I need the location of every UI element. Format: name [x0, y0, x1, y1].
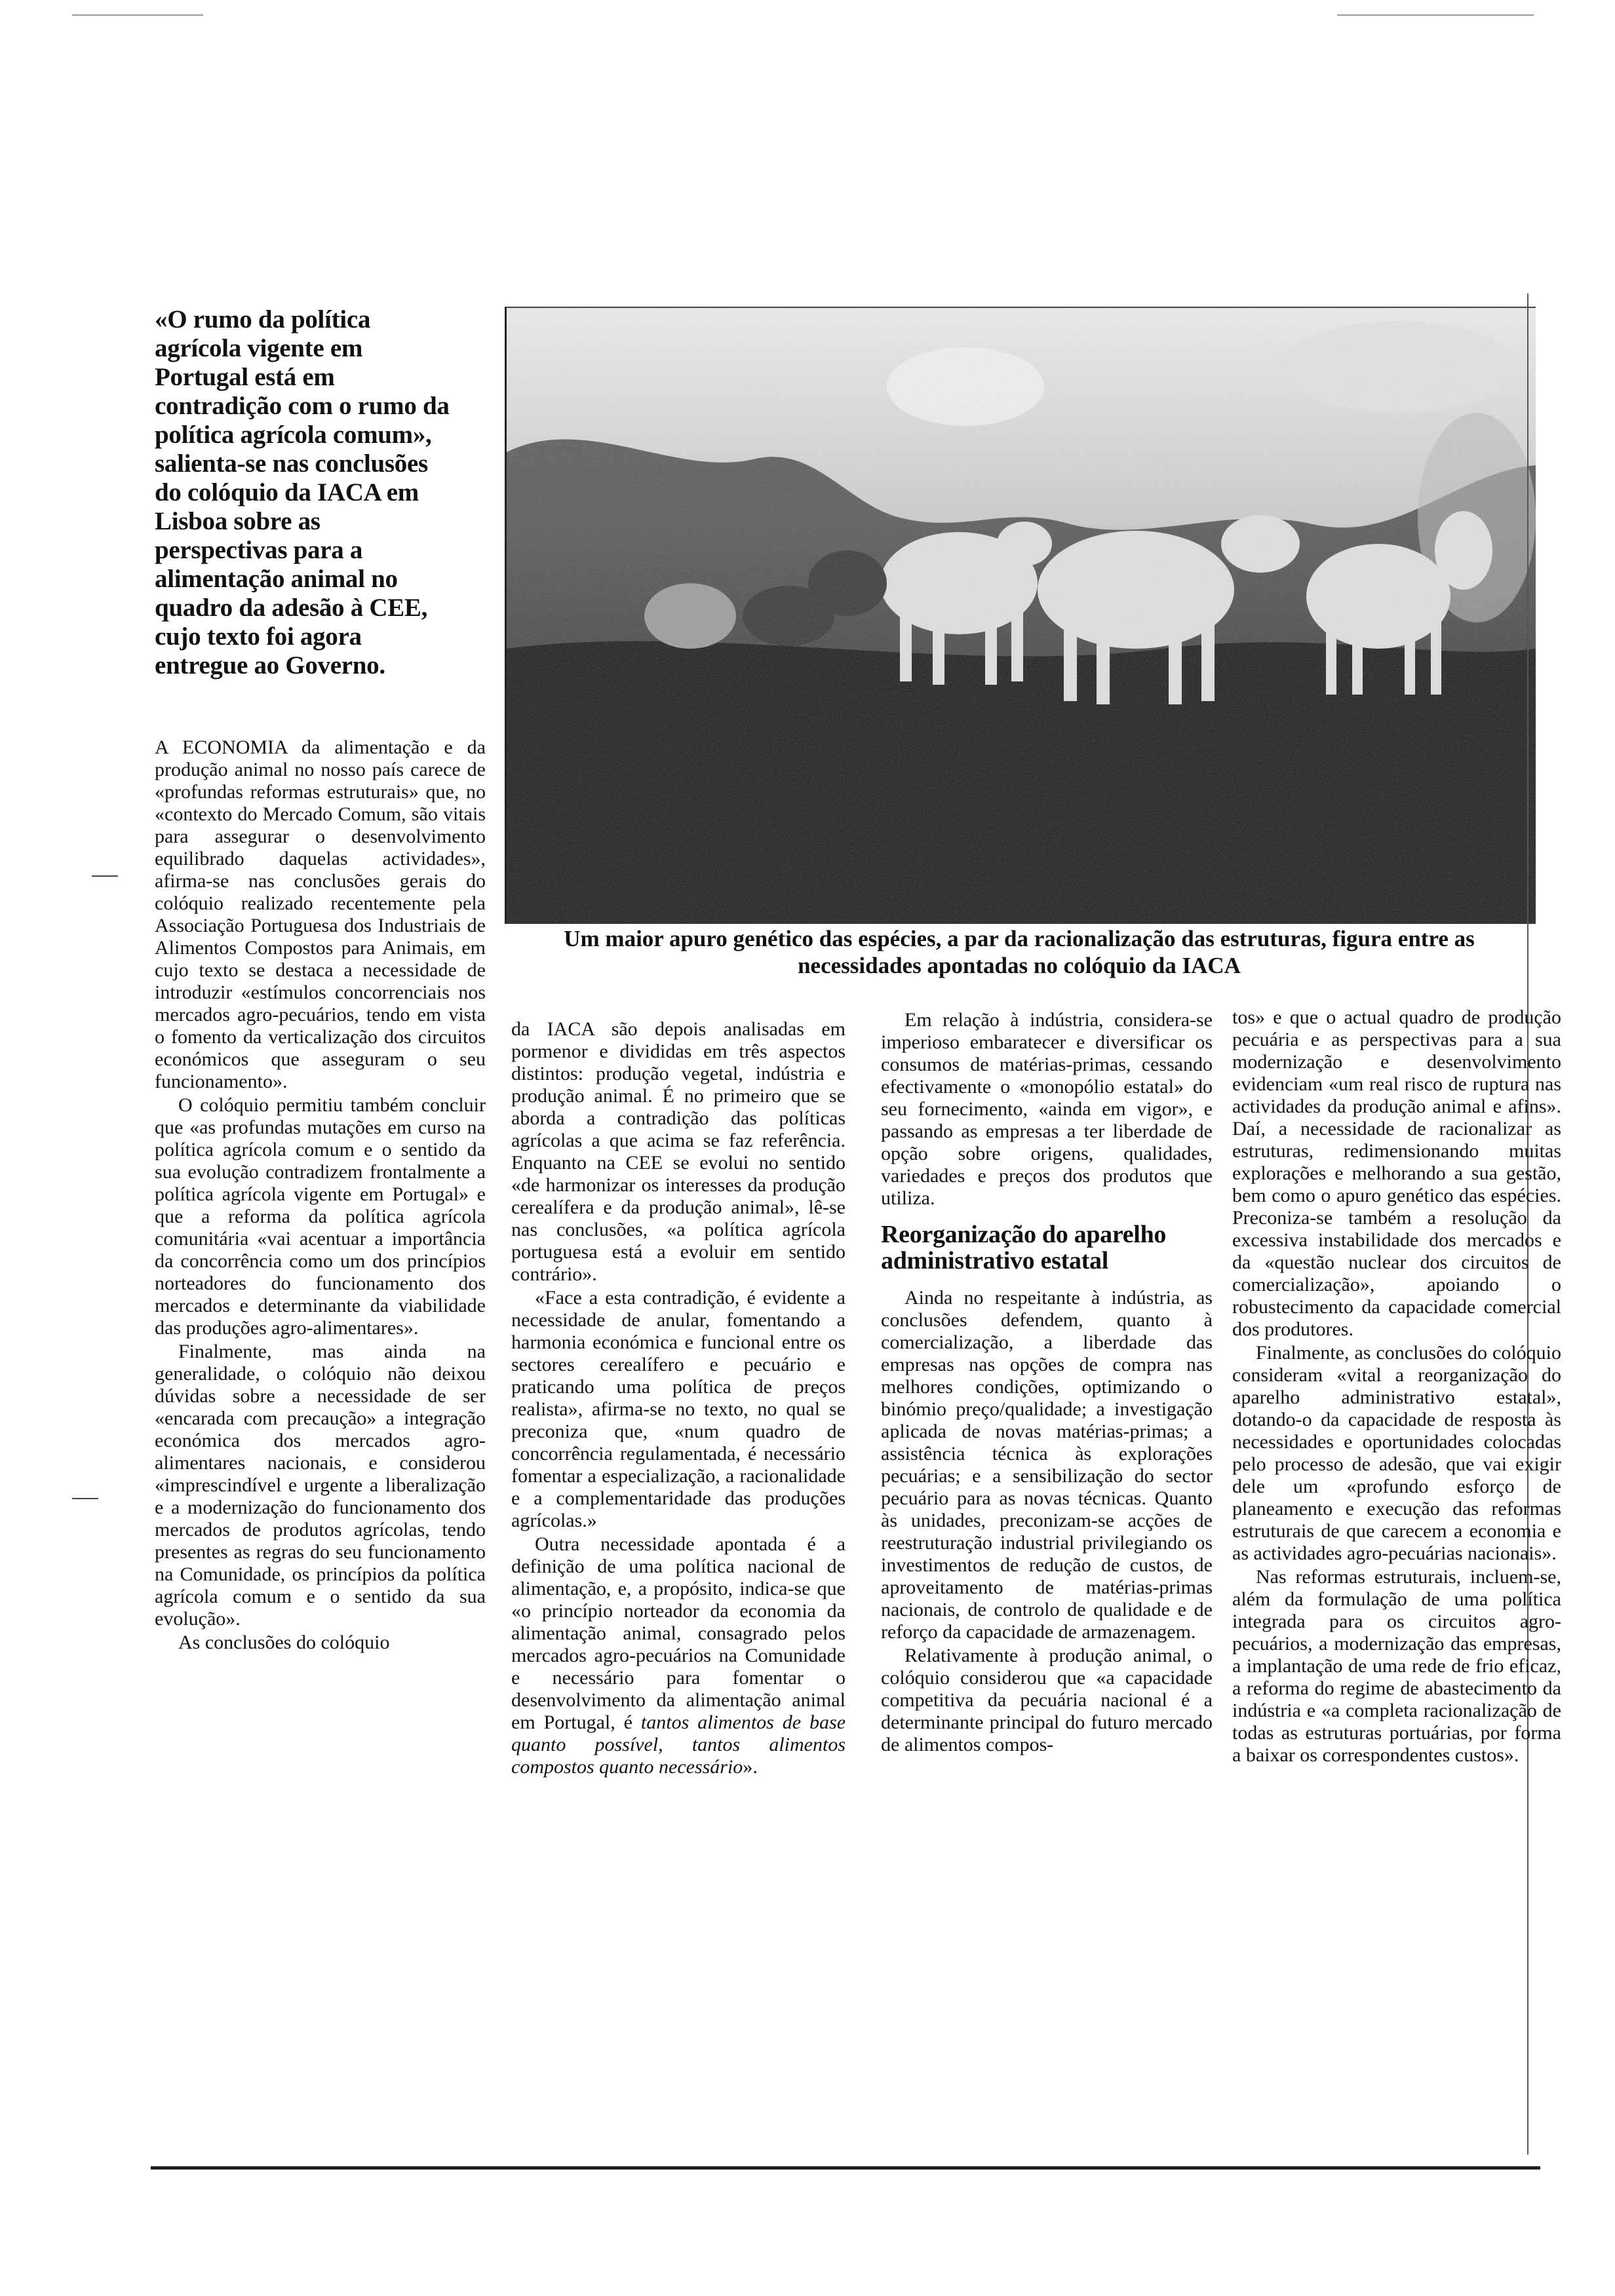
section-heading: Reorganização do aparelho administrativo estatal [881, 1221, 1167, 1274]
paragraph: Nas reformas estruturais, incluem-se, além da formulação de uma política integrada para os circuitos agro-pecuários, a modernização das empresas, a implantação de uma rede de frio eficaz, a reforma do regime de abastecimento da indústria e «a completa racionalização de todas as estruturas portuárias, por forma a baixar os correspondentes custos». [1232, 1566, 1561, 1766]
cattle-photo-image [507, 308, 1536, 924]
scan-edge-mark [72, 1498, 98, 1499]
paragraph: Em relação à indústria, considera-se imperioso embaratecer e diversificar os consumos de matérias-primas, cessando efectivamente o «monopólio estatal» do seu fornecimento, «ainda em vigor», e passando as empresas a ter liberdade de opção sobre origens, qualidades, variedades e preços dos produtos que utiliza. [881, 1009, 1213, 1209]
article-column-2 [511, 1018, 846, 1778]
paragraph: Relativamente à produção animal, o colóquio considerou que «a capacidade competitiva da pecuária nacional é a determinante principal do futuro mercado de alimentos compos- [881, 1645, 1213, 1755]
paragraph [511, 1533, 846, 1778]
paragraph: Ainda no respeitante à indústria, as conclusões defendem, quanto à comercialização, a liberdade das empresas nas opções de compra nas melhores condições, optimizando o binómio preço/qualidade; a investigação aplicada de novas matérias-primas; a assistência técnica às explorações pecuárias; e a sensibilização do sector pecuário para as novas técnicas. Quanto às unidades, preconizam-se acções de reestruturação industrial privilegiando os investimentos de redução de custos, de aproveitamento de matérias-primas nacionais, de controlo de qualidade e de reforço da capacidade de armazenagem. [881, 1287, 1213, 1643]
paragraph: tos» e que o actual quadro de produção pecuária e as perspectivas para a sua modernização e desenvolvimento evidenciam «um real risco de ruptura nas actividades da produção animal e afins». Daí, a necessidade de racionalizar as estruturas, redimensionando muitas explorações e melhorando a sua gestão, bem como o apuro genético das espécies. Preconiza-se também a resolução da excessiva instabilidade dos mercados e da «questão nuclear dos circuitos de comercialização», apoiando o robustecimento da capacidade comercial dos produtores. [1232, 1006, 1561, 1340]
photo-caption: Um maior apuro genético das espécies, a par da racionalização das estruturas, figura entre as necessidades apontadas no colóquio da IACA [564, 926, 1475, 978]
article-column-1 [155, 737, 486, 1654]
article-lede: «O rumo da política agrícola vigente em Portugal está em contradição com o rumo da política agrícola comum», salienta-se nas conclusões do colóquio da IACA em Lisboa sobre as perspectivas para a alimentação animal no quadro da adesão à CEE, cujo texto foi agora entregue ao Governo. [155, 305, 450, 679]
paragraph: Finalmente, mas ainda na generalidade, o colóquio não deixou dúvidas sobre a necessidade de ser «encarada com precaução» a integração económica dos mercados agro-alimentares nacionais, e considerou «imprescindível e urgente a liberalização e a modernização do funcionamento dos mercados de produtos agrícolas, tendo presentes as regras do seu funcionamento na Comunidade, os princípios da política agrícola comum e o sentido da sua evolução». [155, 1341, 486, 1630]
italic-quote: tantos alimentos de base quanto possível, tantos alimentos compostos quanto necessário [511, 1712, 846, 1778]
cattle-photo [505, 307, 1536, 924]
paragraph-text: Outra necessidade apontada é a definição de uma política nacional de alimentação, e, a propósito, indica-se que «o princípio norteador da economia da alimentação animal, consagrado pelos mercados agro-pecuários na Comunidade e necessário para fomentar o desenvolvimento da alimentação animal em Portugal, é [511, 1533, 846, 1733]
paragraph: «Face a esta contradição, é evidente a necessidade de anular, fomentando a harmonia económica e funcional entre os sectores cerealífero e pecuário e praticando uma política de preços realista», afirma-se no texto, no qual se preconiza que, «num quadro de concorrência regulamentada, é necessário fomentar a especialização, a racionalidade e a complementaridade das produções agrícolas.» [511, 1287, 846, 1531]
paragraph: As conclusões do colóquio [178, 1632, 390, 1653]
paragraph-text: ». [743, 1756, 758, 1778]
paragraph: Finalmente, as conclusões do colóquio consideram «vital a reorganização do aparelho administrativo estatal», dotando-o da capacidade de resposta às necessidades e oportunidades colocadas pelo processo de adesão, que vai exigir dele um «profundo esforço de planeamento e execução das reformas estruturais de que carecem a economia e as actividades agro-pecuárias nacionais». [1232, 1342, 1561, 1564]
scan-edge-line [72, 14, 203, 16]
scan-edge-mark [92, 875, 118, 877]
scan-edge-line [1337, 14, 1534, 16]
paragraph: da IACA são depois analisadas em pormenor e divididas em três aspectos distintos: produção vegetal, indústria e produção animal. É no primeiro que se aborda a contradição das políticas agrícolas a que acima se faz referência. Enquanto na CEE se evolui no sentido «de harmonizar os interesses da produção cerealífera e da produção animal», lê-se nas conclusões, «a política agrícola portuguesa está a evoluir em sentido contrário». [511, 1018, 846, 1285]
paragraph: O colóquio permitiu também concluir que «as profundas mutações em curso na política agrícola comum e o sentido da sua evolução contradizem frontalmente a política agrícola vigente em Portugal» e que a reforma da política agrícola comunitária «vai acentuar a importância da concorrência como um dos princípios norteadores do funcionamento dos mercados e determinante da viabilidade das produções agro-alimentares». [155, 1094, 486, 1339]
article-column-4 [1232, 1006, 1561, 1767]
article-column-3 [881, 1009, 1213, 1756]
bottom-rule [151, 2166, 1540, 2170]
paragraph: A ECONOMIA da alimentação e da produção animal no nosso país carece de «profundas reformas estruturais» que, no «contexto do Mercado Comum, são vitais para assegurar o desenvolvimento equilibrado daquelas actividades», afirma-se nas conclusões gerais do colóquio realizado recentemente pela Associação Portuguesa dos Industriais de Alimentos Compostos para Animais, em cujo texto se destaca a necessidade de introduzir «estímulos concorrenciais nos mercados agro-pecuários, tendo em vista o fomento da verticalização dos circuitos económicos que asseguram o seu funcionamento». [155, 737, 486, 1092]
